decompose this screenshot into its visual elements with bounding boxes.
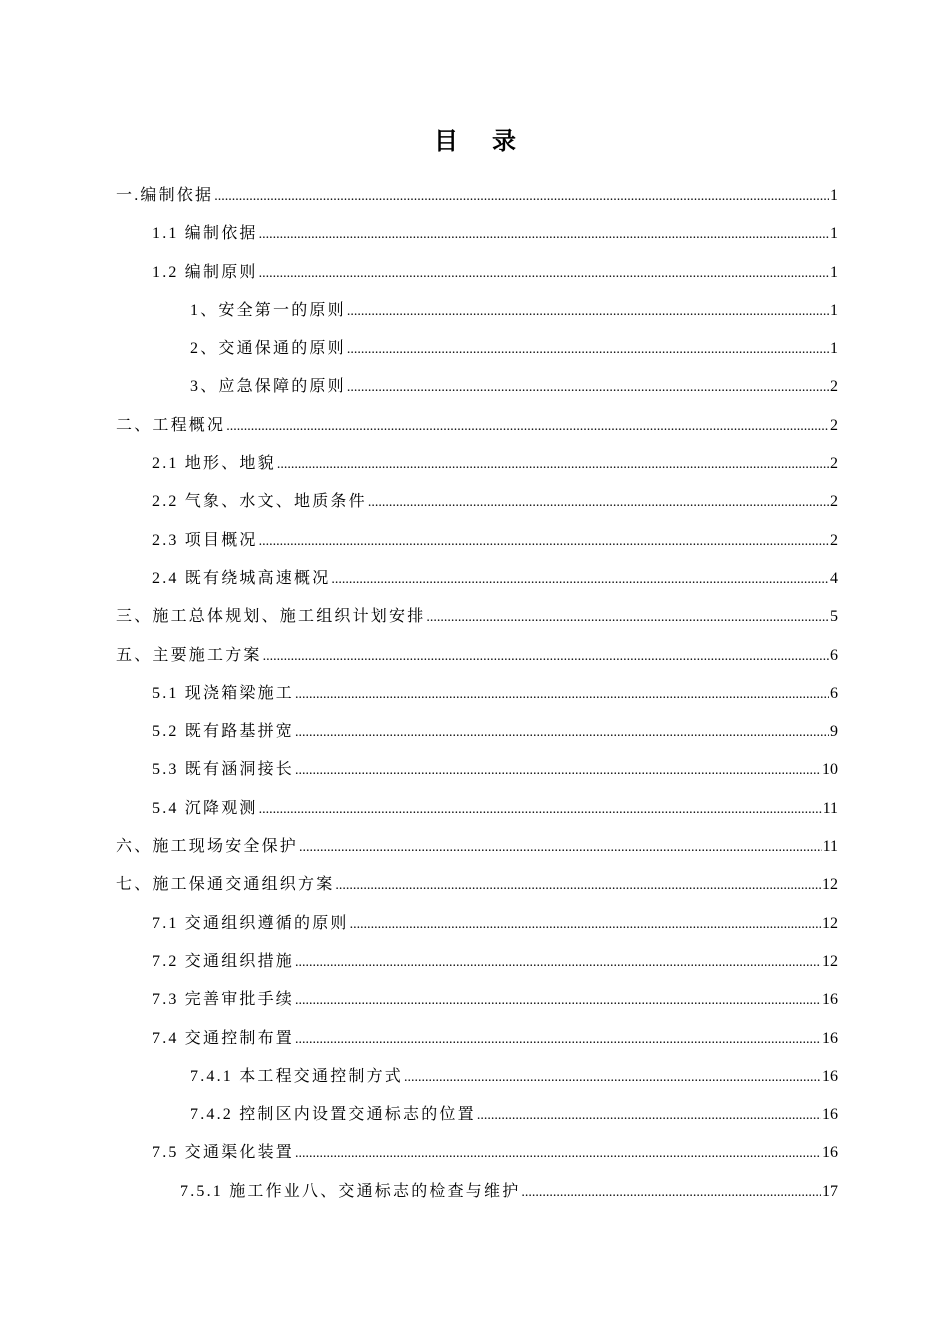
- toc-dot-leader: [347, 293, 829, 330]
- toc-entry-label: 五、主要施工方案: [116, 646, 262, 664]
- toc-entry-label: 三、施工总体规划、施工组织计划安排: [116, 608, 426, 626]
- toc-entry-label: 7.5 交通渠化装置: [152, 1144, 295, 1162]
- toc-dot-leader: [259, 255, 829, 292]
- toc-dot-leader: [299, 829, 822, 866]
- toc-entry[interactable]: [116, 866, 838, 904]
- toc-entry[interactable]: [116, 1058, 838, 1096]
- toc-entry-label: 5.3 既有涵洞接长: [152, 761, 295, 779]
- toc-entry[interactable]: [116, 254, 838, 292]
- toc-entry-label: 2、交通保通的原则: [190, 340, 346, 358]
- toc-entry-label: 7.5.1 施工作业八、交通标志的检查与维护: [180, 1182, 521, 1200]
- toc-dot-leader: [214, 178, 829, 215]
- toc-entry-page-number: 6: [830, 646, 838, 664]
- toc-entry[interactable]: [116, 828, 838, 866]
- toc-entry-label: 2.4 既有绕城高速概况: [152, 569, 331, 587]
- toc-entry[interactable]: [116, 1134, 838, 1172]
- toc-entry[interactable]: [116, 790, 838, 828]
- toc-entry-label: 7.4.1 本工程交通控制方式: [190, 1067, 404, 1085]
- toc-entry[interactable]: [116, 751, 838, 789]
- toc-dot-leader: [295, 676, 829, 713]
- toc-entry-label: 7.4.2 控制区内设置交通标志的位置: [190, 1106, 476, 1124]
- toc-dot-leader: [404, 1059, 821, 1096]
- toc-entry[interactable]: [116, 981, 838, 1019]
- toc-entry-label: 3、应急保障的原则: [190, 378, 346, 396]
- toc-entry-page-number: 1: [830, 340, 838, 358]
- toc-entry-page-number: 1: [830, 263, 838, 281]
- toc-dot-leader: [331, 561, 829, 598]
- toc-entry-page-number: 6: [830, 684, 838, 702]
- toc-entry-page-number: 1: [830, 301, 838, 319]
- toc-entry[interactable]: [116, 1096, 838, 1134]
- toc-dot-leader: [259, 523, 829, 560]
- toc-entry-page-number: 16: [822, 1106, 838, 1124]
- toc-entry-page-number: 5: [830, 608, 838, 626]
- toc-entry-label: 1.1 编制依据: [152, 225, 258, 243]
- toc-list: [116, 177, 838, 1211]
- toc-entry[interactable]: [116, 943, 838, 981]
- toc-dot-leader: [335, 867, 821, 904]
- toc-entry-label: 2.3 项目概况: [152, 531, 258, 549]
- toc-dot-leader: [259, 791, 822, 828]
- toc-entry-label: 7.2 交通组织措施: [152, 952, 295, 970]
- toc-entry-label: 六、施工现场安全保护: [116, 838, 299, 856]
- toc-dot-leader: [259, 216, 829, 253]
- toc-entry[interactable]: [116, 522, 838, 560]
- toc-dot-leader: [295, 1021, 821, 1058]
- toc-entry-page-number: 4: [830, 569, 838, 587]
- toc-entry-label: 七、施工保通交通组织方案: [116, 876, 335, 894]
- toc-dot-leader: [295, 944, 821, 981]
- toc-entry-page-number: 2: [830, 493, 838, 511]
- toc-entry[interactable]: [116, 905, 838, 943]
- toc-dot-leader: [295, 714, 829, 751]
- toc-entry-page-number: 11: [822, 799, 838, 817]
- toc-entry-page-number: 2: [830, 531, 838, 549]
- toc-dot-leader: [295, 982, 821, 1019]
- toc-dot-leader: [295, 1135, 821, 1172]
- toc-entry[interactable]: [116, 407, 838, 445]
- toc-entry-page-number: 12: [822, 914, 838, 932]
- toc-entry[interactable]: [116, 713, 838, 751]
- toc-entry-page-number: 2: [830, 455, 838, 473]
- toc-entry-label: 7.3 完善审批手续: [152, 991, 295, 1009]
- toc-entry-label: 1、安全第一的原则: [190, 301, 346, 319]
- toc-dot-leader: [347, 331, 829, 368]
- toc-entry[interactable]: [116, 445, 838, 483]
- toc-dot-leader: [263, 638, 829, 675]
- toc-entry[interactable]: [116, 1020, 838, 1058]
- toc-entry-page-number: 16: [822, 1029, 838, 1047]
- toc-entry[interactable]: [116, 483, 838, 521]
- toc-entry-label: 1.2 编制原则: [152, 263, 258, 281]
- toc-entry-page-number: 16: [822, 991, 838, 1009]
- toc-entry-page-number: 10: [822, 761, 838, 779]
- toc-dot-leader: [368, 484, 829, 521]
- toc-entry-label: 一.编制依据: [116, 187, 214, 204]
- toc-entry[interactable]: [116, 1173, 838, 1211]
- toc-entry-label: 7.1 交通组织遵循的原则: [152, 914, 349, 932]
- toc-title: 目 录: [434, 129, 530, 155]
- toc-entry[interactable]: [116, 637, 838, 675]
- toc-entry-label: 二、工程概况: [116, 416, 226, 434]
- toc-entry[interactable]: [116, 292, 838, 330]
- toc-entry-label: 5.4 沉降观测: [152, 799, 258, 817]
- toc-dot-leader: [277, 446, 829, 483]
- toc-entry-page-number: 2: [830, 416, 838, 434]
- toc-entry-page-number: 12: [822, 876, 838, 894]
- toc-entry-label: 7.4 交通控制布置: [152, 1029, 295, 1047]
- toc-entry[interactable]: [116, 368, 838, 406]
- toc-entry[interactable]: [116, 215, 838, 253]
- toc-dot-leader: [521, 1174, 821, 1211]
- toc-entry-page-number: 12: [822, 952, 838, 970]
- toc-dot-leader: [295, 752, 821, 789]
- toc-entry[interactable]: [116, 598, 838, 636]
- toc-entry-page-number: 11: [822, 838, 838, 856]
- toc-entry[interactable]: [116, 177, 838, 215]
- toc-entry-page-number: 2: [830, 378, 838, 396]
- toc-entry-page-number: 1: [830, 225, 838, 243]
- toc-entry-label: 2.1 地形、地貌: [152, 455, 276, 473]
- toc-dot-leader: [350, 906, 821, 943]
- toc-entry-page-number: 17: [822, 1182, 838, 1200]
- toc-entry-page-number: 9: [830, 723, 838, 741]
- toc-entry[interactable]: [116, 560, 838, 598]
- toc-dot-leader: [226, 408, 829, 445]
- toc-entry-page-number: 1: [830, 187, 838, 204]
- toc-dot-leader: [347, 369, 829, 406]
- toc-entry-page-number: 16: [822, 1067, 838, 1085]
- toc-dot-leader: [426, 599, 829, 636]
- toc-entry[interactable]: [116, 675, 838, 713]
- toc-entry[interactable]: [116, 330, 838, 368]
- toc-dot-leader: [477, 1097, 821, 1134]
- toc-entry-page-number: 16: [822, 1144, 838, 1162]
- toc-entry-label: 2.2 气象、水文、地质条件: [152, 493, 367, 511]
- toc-entry-label: 5.2 既有路基拼宽: [152, 723, 295, 741]
- toc-entry-label: 5.1 现浇箱梁施工: [152, 684, 295, 702]
